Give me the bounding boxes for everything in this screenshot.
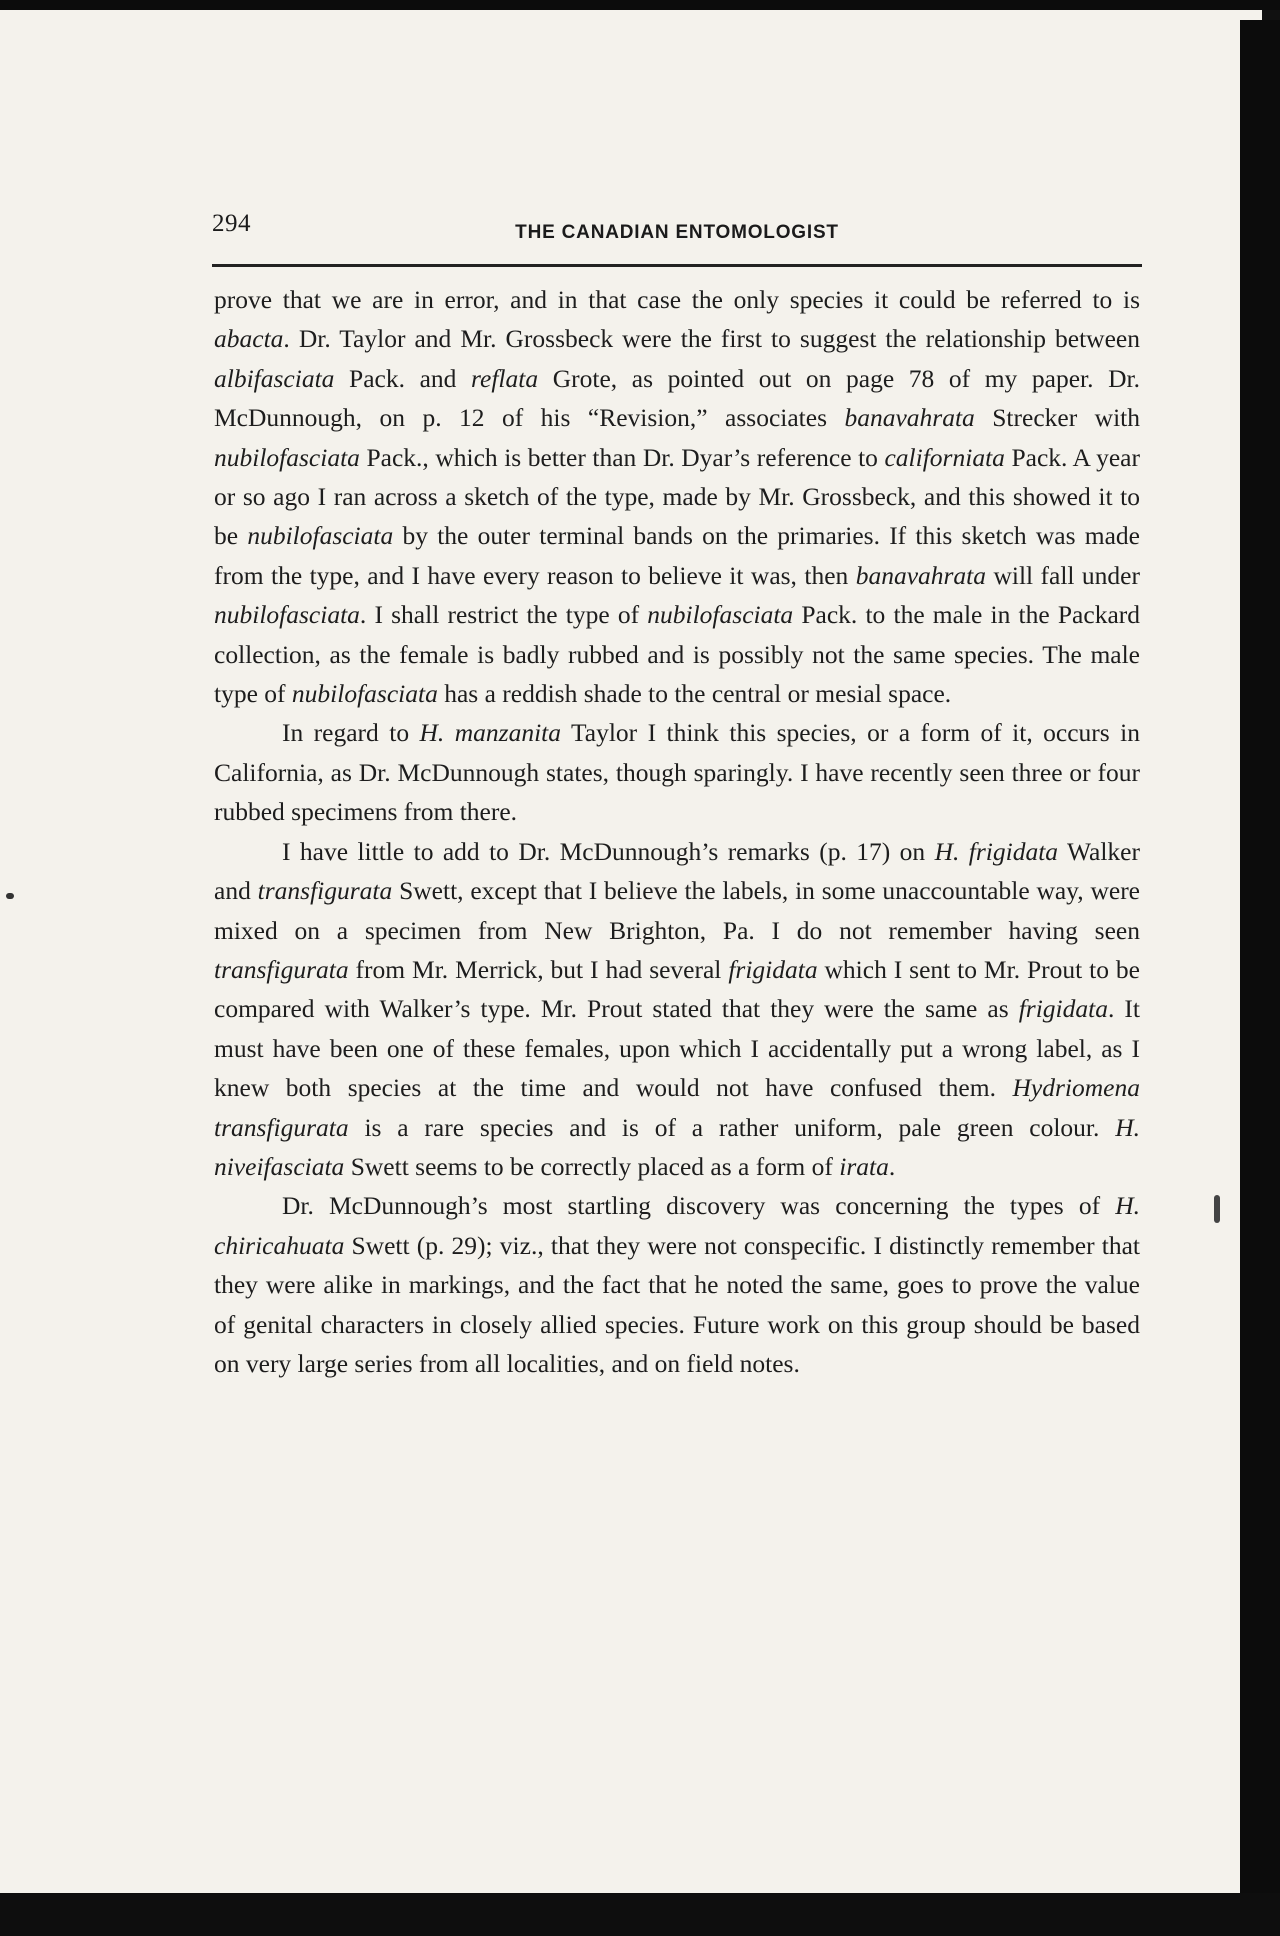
text-run: will fall under <box>986 560 1140 590</box>
text-run: . Dr. Taylor and Mr. Grossbeck were the first to suggest the relationship between <box>283 324 1140 354</box>
italic-taxon-name: H. chiricahuata <box>214 1191 1140 1260</box>
scan-edge-bottom <box>0 1893 1280 1936</box>
text-run: Pack. and <box>334 363 472 393</box>
text-run: I have little to add to Dr. McDunnough’s remarks (p. 17) on <box>282 836 935 866</box>
text-run: Taylor I think this species, or a form of it, occurs in California, as Dr. McDunnough states, though sparingly. I have recently seen three or four rubbed specimens from there. <box>214 718 1140 827</box>
text-run: Swett (p. 29); viz., that they were not conspecific. I distinctly remember that they were alike in markings, and the fact that he noted the same, goes to prove the value of genital characters in closely allied species. Future work on this group should be based on very large series from all localities, and on field notes. <box>214 1230 1140 1378</box>
italic-taxon-name: frigidata <box>728 954 818 984</box>
text-run: Pack., which is better than Dr. Dyar’s reference to <box>359 442 885 472</box>
paragraph <box>214 713 1140 831</box>
page-number: 294 <box>212 210 251 237</box>
text-run: Swett seems to be correctly placed as a form of <box>344 1151 840 1181</box>
italic-taxon-name: frigidata <box>1018 994 1108 1024</box>
italic-taxon-name: H. frigidata <box>934 836 1059 866</box>
italic-taxon-name: nubilofasciata <box>247 521 394 551</box>
italic-taxon-name: banavahrata <box>844 403 975 433</box>
text-run: has a reddish shade to the central or mesial space. <box>437 679 952 709</box>
italic-taxon-name: H. manzanita <box>419 718 561 748</box>
italic-taxon-name: nubilofasciata <box>291 679 438 709</box>
text-run: . It must have been one of these females, upon which I accidentally put a wrong label, as I knew both species at the time and would not have confused them. <box>214 994 1140 1103</box>
italic-taxon-name: Hydriomena transfigurata <box>214 1073 1140 1142</box>
text-run: Strecker with <box>974 403 1140 433</box>
text-run: . I shall restrict the type of <box>359 600 648 630</box>
italic-taxon-name: californiata <box>884 442 1005 472</box>
margin-mark <box>1214 1195 1220 1223</box>
text-run: Swett, except that I believe the labels, in some unaccountable way, were mixed on a specimen from New Brighton, Pa. I do not remember having seen <box>214 876 1140 945</box>
italic-taxon-name: abacta <box>214 324 284 354</box>
italic-taxon-name: transfigurata <box>214 954 349 984</box>
text-run: by the outer terminal bands on the primaries. If this sketch was made from the type, and I have every reason to believe it was, then <box>214 521 1140 590</box>
italic-taxon-name: reflata <box>471 363 539 393</box>
text-run: is a rare species and is of a rather uniform, pale green colour. <box>348 1112 1116 1142</box>
italic-taxon-name: H. niveifasciata <box>214 1112 1140 1181</box>
paragraph <box>214 832 1140 1187</box>
page-header <box>212 210 1142 250</box>
margin-mark <box>6 893 14 899</box>
italic-taxon-name: nubilofasciata <box>647 600 794 630</box>
italic-taxon-name: nubilofasciata <box>214 442 360 472</box>
paragraph <box>214 280 1140 713</box>
header-rule <box>212 264 1142 267</box>
italic-taxon-name: banavahrata <box>855 560 987 590</box>
italic-taxon-name: transfigurata <box>257 876 393 906</box>
text-run: Grote, as pointed out on page 78 of my paper. Dr. McDunnough, on p. 12 of his “Revision,” associates <box>214 363 1141 433</box>
text-run: Walker and <box>214 836 1140 906</box>
text-run: In regard to <box>282 718 420 748</box>
running-head: THE CANADIAN ENTOMOLOGIST <box>515 222 839 243</box>
paragraph <box>214 1186 1140 1383</box>
article-body <box>214 280 1140 1383</box>
text-run: which I sent to Mr. Prout to be compared with Walker’s type. Mr. Prout stated that they were the same as <box>214 954 1140 1024</box>
italic-taxon-name: albifasciata <box>214 363 335 393</box>
scan-edge-right <box>1240 20 1280 1936</box>
text-run: Pack. A year or so ago I ran across a sketch of the type, made by Mr. Grossbeck, and this showed it to be <box>214 442 1140 551</box>
text-run: from Mr. Merrick, but I had several <box>348 954 729 984</box>
italic-taxon-name: nubilofasciata <box>214 600 360 630</box>
text-run: Dr. McDunnough’s most startling discovery was concerning the types of <box>282 1191 1116 1221</box>
text-run: Pack. to the male in the Packard collection, as the female is badly rubbed and is possibly not the same species. The male type of <box>214 600 1141 709</box>
text-run: . <box>888 1151 896 1181</box>
italic-taxon-name: irata <box>839 1151 889 1181</box>
scan-edge-top <box>0 0 1280 10</box>
text-run: prove that we are in error, and in that case the only species it could be referred to is <box>214 285 1140 314</box>
